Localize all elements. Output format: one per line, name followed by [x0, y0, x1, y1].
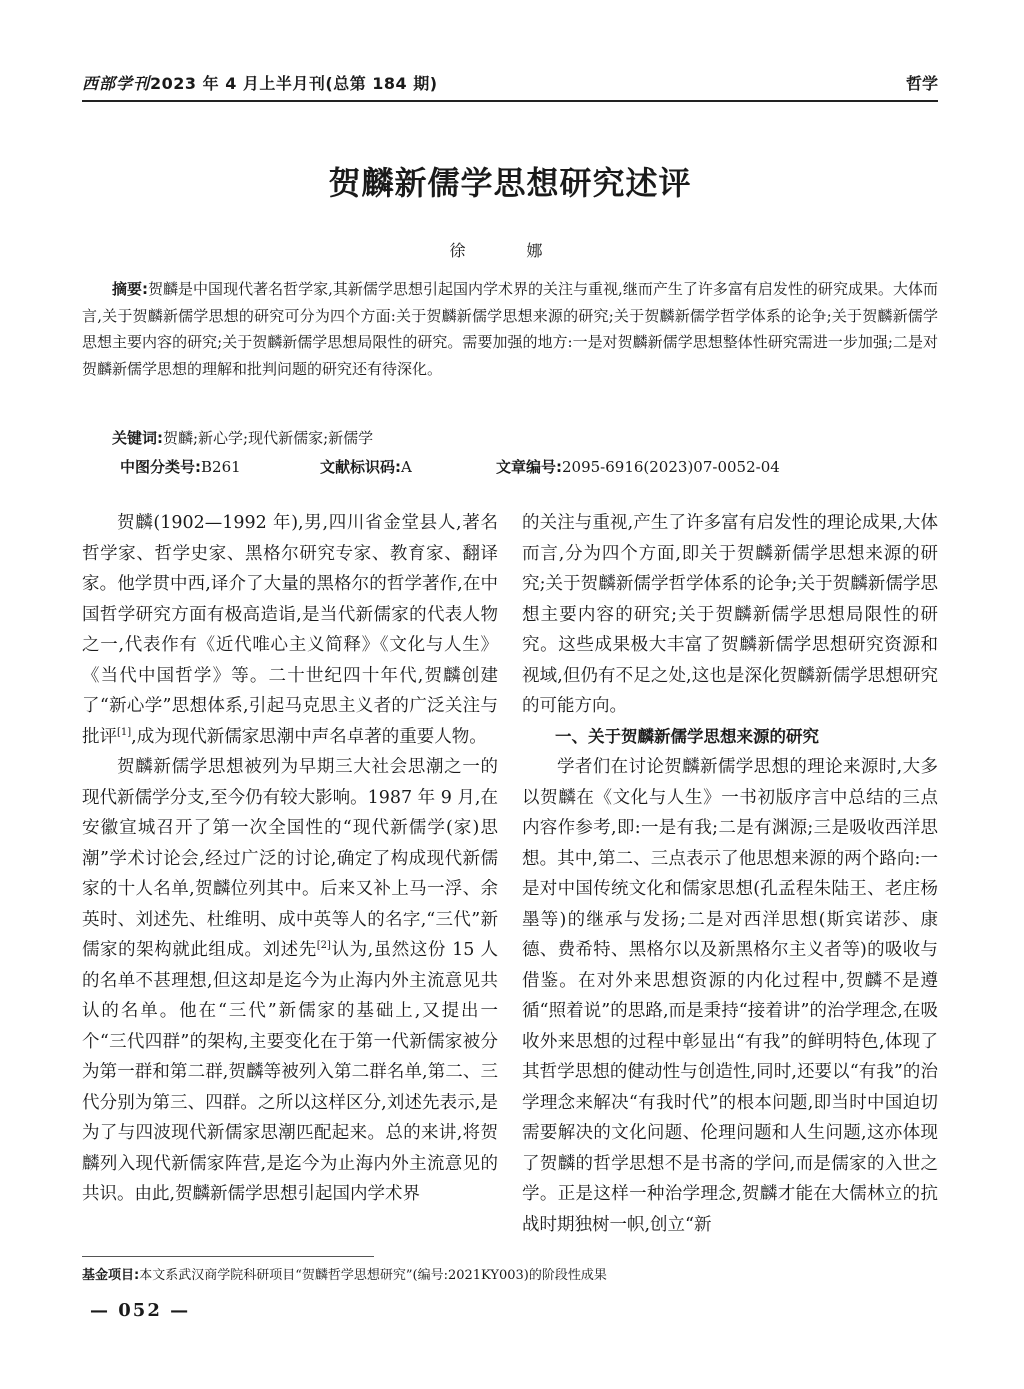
footnote-label: 基金项目: — [82, 1268, 140, 1283]
body-column-left — [82, 508, 498, 1210]
doc-code-label: 文献标识码: — [320, 458, 401, 476]
footnote — [82, 1266, 938, 1286]
clc-field — [120, 454, 320, 480]
paragraph-text: 认为,虽然这份 15 人的名单不甚理想,但这却是迄今为止海内外主流意见共认的名单。他在“三代”新儒家的基础上,又提出一个“三代四群”的架构,主要变化在于第一代新儒家被分为第一群和第二群,贺麟等被列入第二群名单,第二、三代分别为第三、四群。之所以这样区分,刘述先表示,是为了与四波现代新儒家思潮匹配起来。总的来讲,将贺麟列入现代新儒家阵营,是迄今为止海内外主流意见的共识。由此,贺麟新儒学思想引起国内学术界 — [82, 940, 498, 1204]
abstract-text: 贺麟是中国现代著名哲学家,其新儒学思想引起国内学术界的关注与重视,继而产生了许多富有启发性的研究成果。大体而言,关于贺麟新儒学思想的研究可分为四个方面:关于贺麟新儒学思想来源的研究;关于贺麟新儒学哲学体系的论争;关于贺麟新儒学思想主要内容的研究;关于贺麟新儒学思想局限性的研究。需要加强的地方:一是对贺麟新儒学思想整体性研究需进一步加强;二是对贺麟新儒学思想的理解和批判问题的研究还有待深化。 — [82, 280, 938, 378]
citation-ref: [2] — [316, 940, 331, 952]
keywords-text: 贺麟;新心学;现代新儒家;新儒学 — [163, 429, 374, 447]
paragraph — [82, 508, 498, 752]
body-column-right — [522, 508, 938, 1240]
paragraph-text: ,成为现代新儒家思潮中声名卓著的重要人物。 — [131, 726, 487, 747]
footnote-divider — [82, 1256, 374, 1257]
abstract — [82, 276, 938, 382]
author-name: 徐 娜 — [449, 241, 571, 260]
article-number-label: 文章编号: — [496, 458, 562, 476]
paragraph — [82, 752, 498, 1210]
article-number-field — [496, 454, 780, 480]
footnote-text: 本文系武汉商学院科研项目“贺麟哲学思想研究”(编号:2021KY003)的阶段性成果 — [139, 1268, 607, 1283]
clc-label: 中图分类号: — [120, 458, 201, 476]
issue-info: 2023 年 4 月上半月刊(总第 184 期) — [150, 74, 438, 93]
page-number: — 052 — — [90, 1300, 191, 1321]
article-title: 贺麟新儒学思想研究述评 — [328, 164, 692, 202]
doc-code-field — [320, 454, 496, 480]
journal-info — [82, 71, 438, 100]
keywords — [82, 425, 938, 451]
section-heading: 一、关于贺麟新儒学思想来源的研究 — [555, 726, 819, 746]
doc-code-value: A — [401, 458, 412, 476]
paragraph: 的关注与重视,产生了许多富有启发性的理论成果,大体而言,分为四个方面,即关于贺麟新儒学思想来源的研究;关于贺麟新儒学哲学体系的论争;关于贺麟新儒学思想主要内容的研究;关于贺麟新儒学思想局限性的研究。这些成果极大丰富了贺麟新儒学思想研究资源和视域,但仍有不足之处,这也是深化贺麟新儒学思想研究的可能方向。 — [522, 513, 938, 716]
classification-line — [120, 454, 940, 480]
citation-ref: [1] — [117, 726, 132, 738]
paragraph-text: 贺麟(1902—1992 年),男,四川省金堂县人,著名哲学家、哲学史家、黑格尔研究专家、教育家、翻译家。他学贯中西,译介了大量的黑格尔的哲学著作,在中国哲学研究方面有极高造诣,是当代新儒家的代表人物之一,代表作有《近代唯心主义简释》《文化与人生》《当代中国哲学》等。二十世纪四十年代,贺麟创建了“新心学”思想体系,引起马克思主义者的广泛关注与批评 — [82, 513, 498, 747]
running-header — [82, 66, 938, 102]
clc-value: B261 — [201, 458, 241, 476]
journal-logo: 西部学刊 — [82, 74, 151, 93]
keywords-label: 关键词: — [112, 429, 163, 447]
paragraph-text: 贺麟新儒学思想被列为早期三大社会思潮之一的现代新儒学分支,至今仍有较大影响。1987 年 9 月,在安徽宣城召开了第一次全国性的“现代新儒学(家)思潮”学术讨论会,经过广泛的讨论,确定了构成现代新儒家的十人名单,贺麟位列其中。后来又补上马一浮、余英时、刘述先、杜维明、成中英等人的名字,“三代”新儒家的架构就此组成。刘述先 — [82, 757, 498, 960]
paragraph: 学者们在讨论贺麟新儒学思想的理论来源时,大多以贺麟在《文化与人生》一书初版序言中总结的三点内容作参考,即:一是有我;二是有渊源;三是吸收西洋思想。其中,第二、三点表示了他思想来源的两个路向:一是对中国传统文化和儒家思想(孔孟程朱陆王、老庄杨墨等)的继承与发扬;二是对西洋思想(斯宾诺莎、康德、费希特、黑格尔以及新黑格尔主义者等)的吸收与借鉴。在对外来思想资源的内化过程中,贺麟不是遵循“照着说”的思路,而是秉持“接着讲”的治学理念,在吸收外来思想的过程中彰显出“有我”的鲜明特色,体现了其哲学思想的健动性与创造性,同时,还要以“有我”的治学理念来解决“有我时代”的根本问题,即当时中国迫切需要解决的文化问题、伦理问题和人生问题,这亦体现了贺麟的哲学思想不是书斋的学问,而是儒家的入世之学。正是这样一种治学理念,贺麟才能在大儒林立的抗战时期独树一帜,创立“新 — [522, 757, 938, 1235]
article-number-value: 2095-6916(2023)07-0052-04 — [562, 458, 780, 476]
section-label: 哲学 — [905, 74, 938, 93]
abstract-label: 摘要: — [112, 280, 149, 298]
